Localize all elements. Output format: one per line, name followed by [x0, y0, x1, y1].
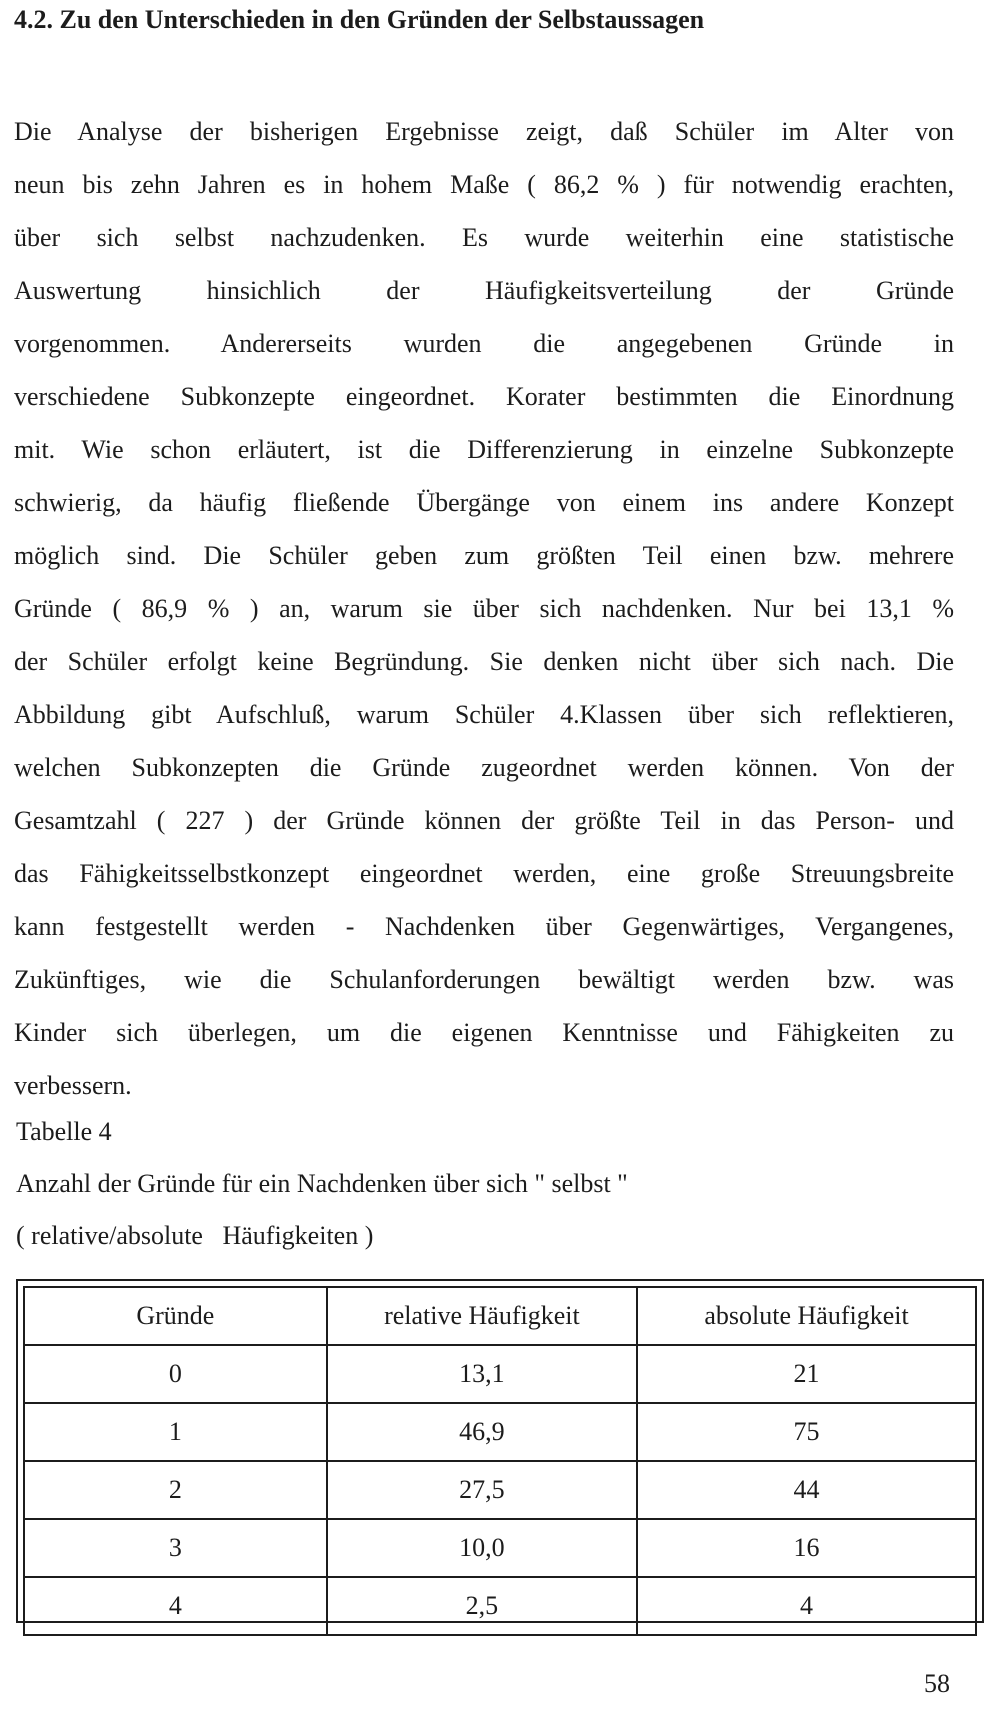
paragraph-line: der Schüler erfolgt keine Begründung. Sie denken nicht über sich nach. Die: [14, 647, 954, 676]
frequency-table: [23, 1286, 977, 1636]
table-header-row: [24, 1287, 976, 1345]
table-cell: 3: [24, 1519, 327, 1577]
table-cell: 44: [637, 1461, 976, 1519]
table-row: [24, 1577, 976, 1635]
table-cell: 0: [24, 1345, 327, 1403]
table-row: [24, 1461, 976, 1519]
paragraph-line: verschiedene Subkonzepte eingeordnet. Korater bestimmten die Einordnung: [14, 382, 954, 411]
paragraph-line: Die Analyse der bisherigen Ergebnisse zeigt, daß Schüler im Alter von: [14, 117, 954, 146]
table-cell: 21: [637, 1345, 976, 1403]
table-cell: 2: [24, 1461, 327, 1519]
column-header-gruende: Gründe: [24, 1287, 327, 1345]
section-heading: 4.2. Zu den Unterschieden in den Gründen der Selbstaussagen: [14, 5, 705, 34]
paragraph-line: Abbildung gibt Aufschluß, warum Schüler 4.Klassen über sich reflektieren,: [14, 700, 954, 729]
paragraph-line: das Fähigkeitsselbstkonzept eingeordnet werden, eine große Streuungsbreite: [14, 859, 954, 888]
paragraph-line: Gesamtzahl ( 227 ) der Gründe können der größte Teil in das Person- und: [14, 806, 954, 835]
page-number: 58: [924, 1669, 950, 1698]
column-header-absolute: absolute Häufigkeit: [637, 1287, 976, 1345]
table-cell: 27,5: [327, 1461, 637, 1519]
table-cell: 13,1: [327, 1345, 637, 1403]
column-header-relative: relative Häufigkeit: [327, 1287, 637, 1345]
paragraph-line: neun bis zehn Jahren es in hohem Maße ( 86,2 % ) für notwendig erachten,: [14, 170, 954, 199]
table-cell: 10,0: [327, 1519, 637, 1577]
paragraph-line: welchen Subkonzepten die Gründe zugeordnet werden können. Von der: [14, 753, 954, 782]
table-label: Tabelle 4: [16, 1117, 112, 1146]
paragraph-line: möglich sind. Die Schüler geben zum größten Teil einen bzw. mehrere: [14, 541, 954, 570]
table-row: [24, 1345, 976, 1403]
table-cell: 16: [637, 1519, 976, 1577]
table-cell: 2,5: [327, 1577, 637, 1635]
paragraph-line: Kinder sich überlegen, um die eigenen Kenntnisse und Fähigkeiten zu: [14, 1018, 954, 1047]
table-cell: 1: [24, 1403, 327, 1461]
table-caption-subtitle: ( relative/absolute Häufigkeiten ): [16, 1221, 374, 1250]
table-cell: 75: [637, 1403, 976, 1461]
paragraph-line: schwierig, da häufig fließende Übergänge von einem ins andere Konzept: [14, 488, 954, 517]
paragraph-line: verbessern.: [14, 1071, 132, 1100]
table-row: [24, 1519, 976, 1577]
table-caption: Anzahl der Gründe für ein Nachdenken über sich " selbst ": [16, 1169, 628, 1198]
paragraph-line: vorgenommen. Andererseits wurden die angegebenen Gründe in: [14, 329, 954, 358]
paragraph-line: Auswertung hinsichlich der Häufigkeitsverteilung der Gründe: [14, 276, 954, 305]
table-cell: 46,9: [327, 1403, 637, 1461]
body-paragraph: [14, 105, 954, 1112]
paragraph-line: kann festgestellt werden - Nachdenken über Gegenwärtiges, Vergangenes,: [14, 912, 954, 941]
table-row: [24, 1403, 976, 1461]
table-frame: [16, 1279, 984, 1623]
table-cell: 4: [24, 1577, 327, 1635]
paragraph-line: mit. Wie schon erläutert, ist die Differenzierung in einzelne Subkonzepte: [14, 435, 954, 464]
paragraph-line: Gründe ( 86,9 % ) an, warum sie über sich nachdenken. Nur bei 13,1 %: [14, 594, 954, 623]
table-cell: 4: [637, 1577, 976, 1635]
paragraph-line: über sich selbst nachzudenken. Es wurde weiterhin eine statistische: [14, 223, 954, 252]
paragraph-line: Zukünftiges, wie die Schulanforderungen bewältigt werden bzw. was: [14, 965, 954, 994]
